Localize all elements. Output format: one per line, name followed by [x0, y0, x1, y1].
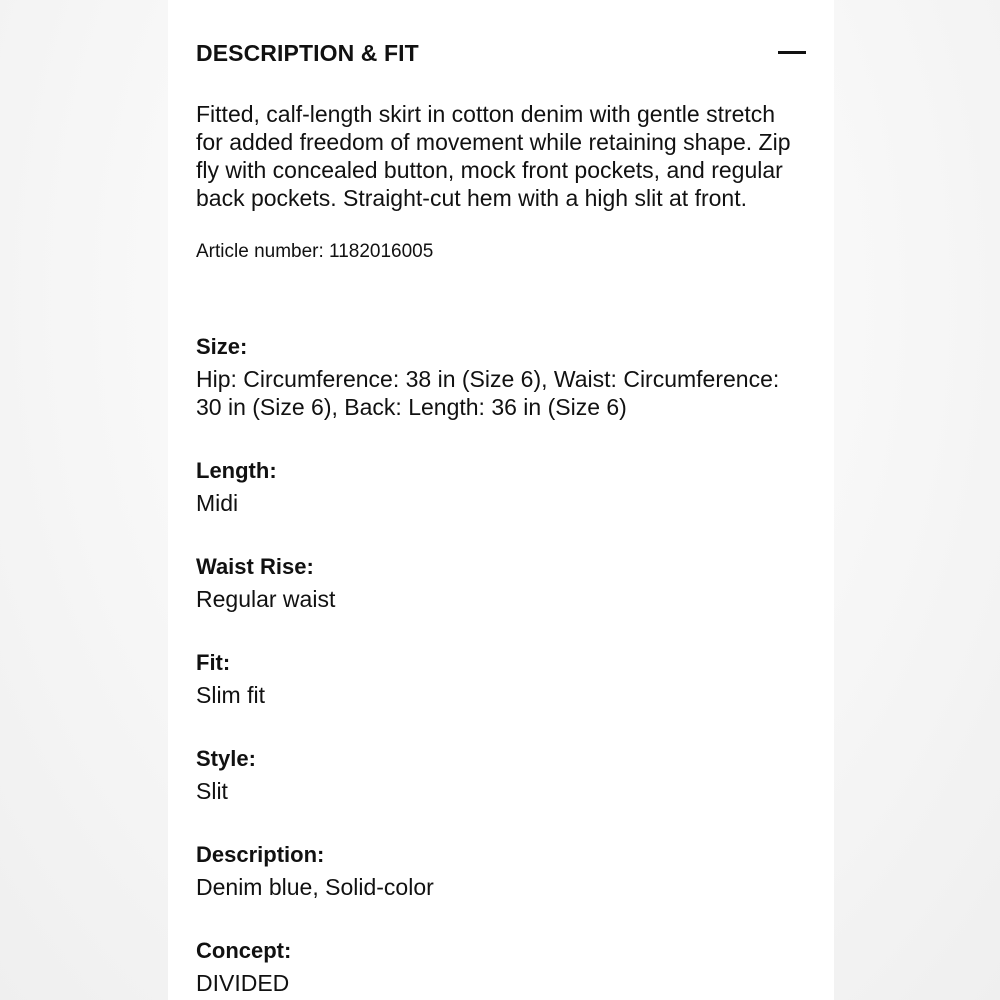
- product-description: Fitted, calf-length skirt in cotton denim with gentle stretch for added freedom of movement while retaining shape. Zip fly with concealed button, mock front pockets, and regular back pockets. Straight-cut hem with a high slit at front.: [196, 101, 791, 211]
- attribute-label: Description:: [196, 842, 325, 867]
- attribute-label: Length:: [196, 458, 277, 483]
- attribute-value: Denim blue, Solid-color: [196, 874, 434, 900]
- attribute-description: [196, 841, 798, 901]
- description-fit-accordion-header[interactable]: [196, 36, 806, 70]
- product-details-panel: [168, 0, 834, 1000]
- attribute-value: Midi: [196, 490, 239, 516]
- attribute-fit: [196, 649, 798, 709]
- product-attributes: [196, 333, 798, 997]
- attribute-label: Size:: [196, 334, 248, 359]
- attribute-value: Slit: [196, 778, 228, 804]
- attribute-style: [196, 745, 798, 805]
- article-number: Article number: 1182016005: [196, 241, 434, 262]
- attribute-value: Hip: Circumference: 38 in (Size 6), Waist: Circumference: 30 in (Size 6), Back: Length: 36 in (Size 6): [196, 366, 780, 420]
- attribute-label: Concept:: [196, 938, 292, 963]
- minus-icon[interactable]: [778, 36, 806, 70]
- attribute-label: Waist Rise:: [196, 554, 314, 579]
- attribute-length: [196, 457, 798, 517]
- attribute-waist-rise: [196, 553, 798, 613]
- attribute-concept: [196, 937, 798, 997]
- attribute-value: Slim fit: [196, 682, 265, 708]
- attribute-label: Fit:: [196, 650, 231, 675]
- attribute-size: [196, 333, 798, 421]
- attribute-label: Style:: [196, 746, 256, 771]
- attribute-value: DIVIDED: [196, 970, 290, 996]
- accordion-title: DESCRIPTION & FIT: [196, 39, 419, 66]
- accordion-body: [196, 100, 798, 1000]
- attribute-value: Regular waist: [196, 586, 336, 612]
